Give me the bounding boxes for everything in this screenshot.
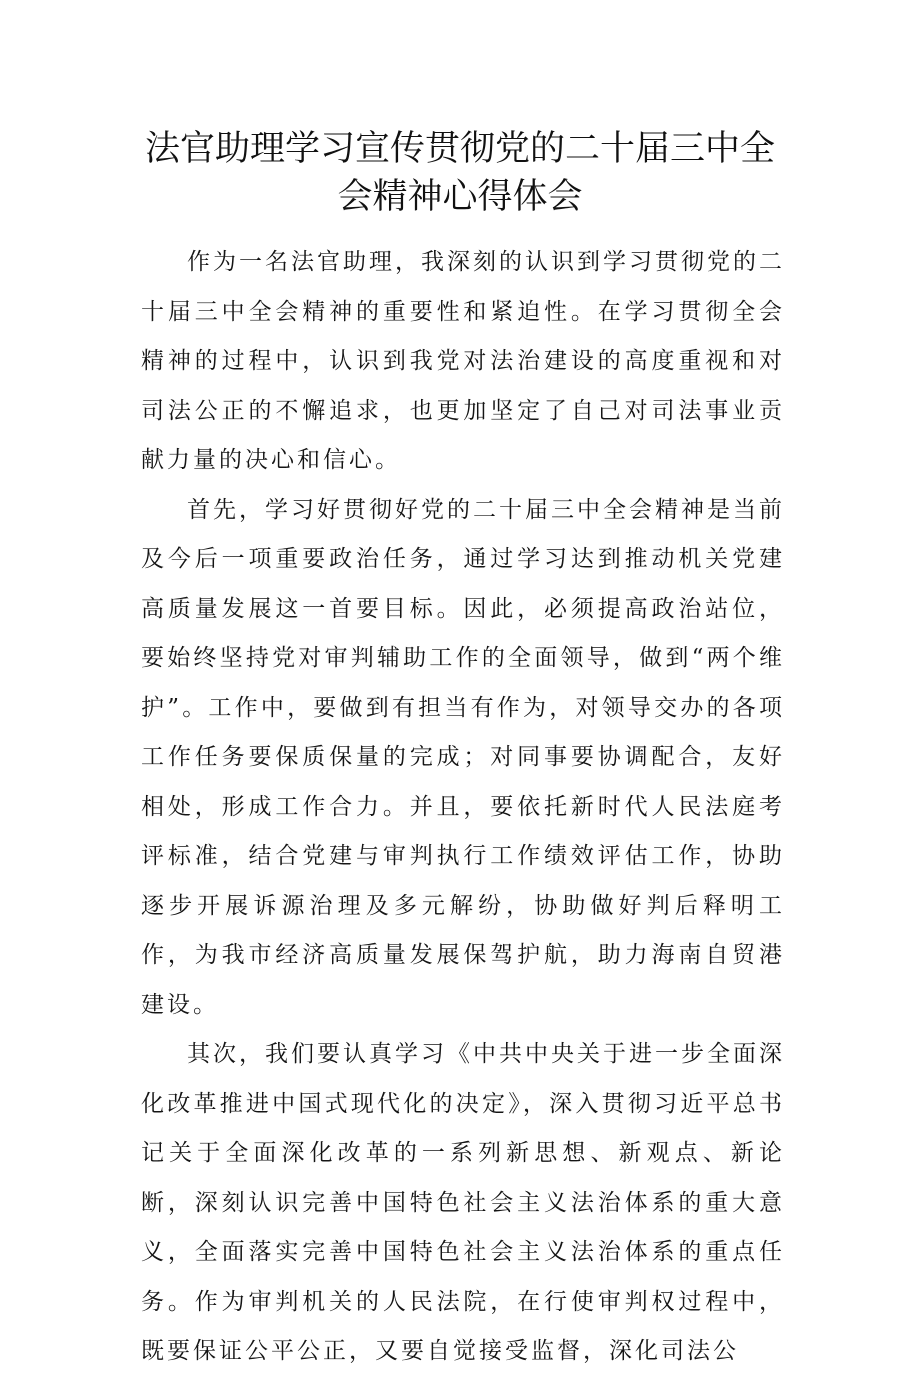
paragraph-2: 首先，学习好贯彻好党的二十届三中全会精神是当前及今后一项重要政治任务，通过学习达到推动机关党建高质量发展这一首要目标。因此，必须提高政治站位，要始终坚持党对审判辅助工作的全面领导，做到“两个维护”。工作中，要做到有担当有作为，对领导交办的各项工作任务要保质保量的完成；对同事要协调配合，友好相处，形成工作合力。并且，要依托新时代人民法庭考评标准，结合党建与审判执行工作绩效评估工作，协助逐步开展诉源治理及多元解纷，协助做好判后释明工作，为我市经济高质量发展保驾护航，助力海南自贸港建设。 xyxy=(141,496,785,1018)
paragraph-3: 其次，我们要认真学习《中共中央关于进一步全面深化改革推进中国式现代化的决定》，深入贯彻习近平总书记关于全面深化改革的一系列新思想、新观点、新论断，深刻认识完善中国特色社会主义法治体系的重大意义，全面落实完善中国特色社会主义法治体系的重点任务。作为审判机关的人民法院，在行使审判权过程中，既要保证公平公正，又要自觉接受监督，深化司法公 xyxy=(141,1041,785,1364)
paragraph-1: 作为一名法官助理，我深刻的认识到学习贯彻党的二十届三中全会精神的重要性和紧迫性。在学习贯彻全会精神的过程中，认识到我党对法治建设的高度重视和对司法公正的不懈追求，也更加坚定了自己对司法事业贡献力量的决心和信心。 xyxy=(141,249,785,473)
document-title: 法官助理学习宣传贯彻党的二十届三中全会精神心得体会 xyxy=(144,129,775,217)
document-body xyxy=(141,238,785,1377)
